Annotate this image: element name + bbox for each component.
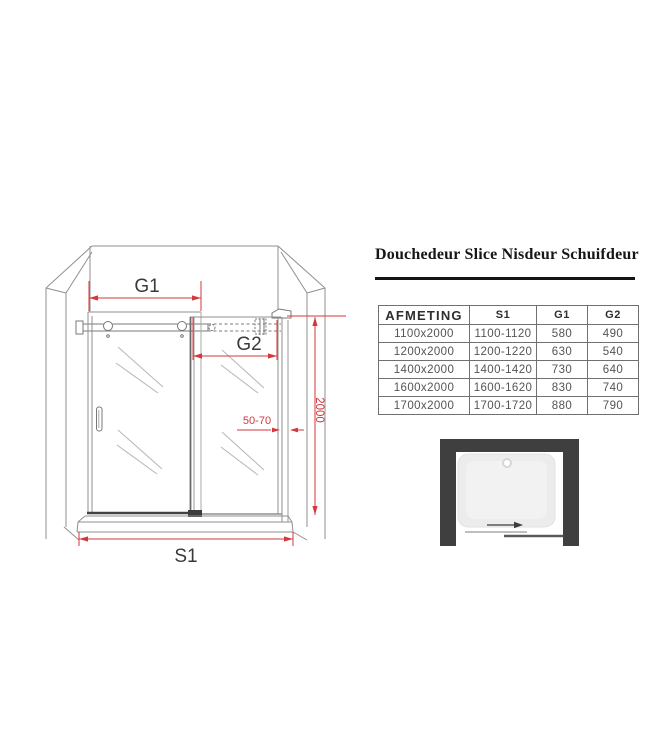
cell-s1: 1200-1220 bbox=[470, 343, 537, 361]
rail-bolt-detail bbox=[260, 318, 264, 335]
rail-end-cap bbox=[76, 321, 83, 334]
top-view-diagram bbox=[440, 439, 579, 546]
drain-icon bbox=[503, 459, 511, 467]
roller-wheel-icon bbox=[178, 322, 187, 331]
dimensions bbox=[79, 276, 346, 567]
column-header-g2: G2 bbox=[588, 306, 639, 325]
height-arrowhead-icon bbox=[312, 317, 317, 326]
cell-g1: 580 bbox=[537, 325, 588, 343]
column-header-afmeting: AFMETING bbox=[379, 306, 470, 325]
dimension-g1 bbox=[89, 276, 201, 311]
cell-afmeting: 1700x2000 bbox=[379, 397, 470, 415]
s1-dimension-label: S1 bbox=[174, 546, 198, 567]
top-view-right-wall bbox=[563, 439, 579, 546]
top-view-left-wall bbox=[440, 439, 456, 546]
g2-arrowhead-icon bbox=[268, 353, 277, 358]
cell-g1: 730 bbox=[537, 361, 588, 379]
column-header-s1: S1 bbox=[470, 306, 537, 325]
cell-g2: 640 bbox=[588, 361, 639, 379]
cell-afmeting: 1600x2000 bbox=[379, 379, 470, 397]
s1-arrowhead-icon bbox=[284, 536, 293, 541]
hidden-roller-icon bbox=[209, 325, 215, 331]
table-header-row bbox=[379, 306, 639, 325]
cell-g1: 830 bbox=[537, 379, 588, 397]
rail-bar bbox=[83, 324, 208, 331]
cell-g2: 740 bbox=[588, 379, 639, 397]
glass-reflection-lines bbox=[116, 347, 163, 474]
s1-arrowhead-icon bbox=[79, 536, 88, 541]
title-block bbox=[375, 246, 639, 280]
cell-g1: 880 bbox=[537, 397, 588, 415]
table-row bbox=[379, 379, 639, 397]
table-row bbox=[379, 361, 639, 379]
cell-s1: 1100-1120 bbox=[470, 325, 537, 343]
cell-g2: 490 bbox=[588, 325, 639, 343]
rail-hidden-section bbox=[208, 324, 281, 331]
column-header-g1: G1 bbox=[537, 306, 588, 325]
g1-arrowhead-icon bbox=[192, 295, 201, 300]
table-row bbox=[379, 343, 639, 361]
top-view-tray-inner bbox=[466, 461, 547, 519]
dimension-gap-50-70 bbox=[237, 415, 304, 432]
gap-dimension-label: 50-70 bbox=[242, 415, 272, 427]
g2-dimension-label: G2 bbox=[236, 334, 262, 355]
glass-reflection-lines bbox=[221, 350, 264, 475]
cell-s1: 1400-1420 bbox=[470, 361, 537, 379]
roller-wheel-icon bbox=[104, 322, 113, 331]
dimension-height-2000 bbox=[287, 316, 346, 515]
shower-tray bbox=[77, 516, 293, 532]
height-dimension-label: 2000 bbox=[313, 397, 325, 423]
cell-g1: 630 bbox=[537, 343, 588, 361]
table-row bbox=[379, 325, 639, 343]
roller-screw-icon bbox=[181, 335, 184, 338]
cell-afmeting: 1200x2000 bbox=[379, 343, 470, 361]
product-title: Douchedeur Slice Nisdeur Schuifdeur bbox=[375, 246, 639, 263]
g1-dimension-label: G1 bbox=[134, 276, 160, 297]
title-underline bbox=[375, 277, 635, 280]
gap-arrowhead-icon bbox=[290, 428, 298, 433]
cell-s1: 1700-1720 bbox=[470, 397, 537, 415]
cell-g2: 790 bbox=[588, 397, 639, 415]
spec-table bbox=[378, 305, 639, 415]
gap-arrowhead-icon bbox=[272, 428, 280, 433]
cell-afmeting: 1400x2000 bbox=[379, 361, 470, 379]
cell-afmeting: 1100x2000 bbox=[379, 325, 470, 343]
cell-s1: 1600-1620 bbox=[470, 379, 537, 397]
height-arrowhead-icon bbox=[312, 506, 317, 515]
table-row bbox=[379, 397, 639, 415]
top-view-back-wall bbox=[440, 439, 579, 452]
dimension-s1 bbox=[79, 532, 293, 567]
cell-g2: 540 bbox=[588, 343, 639, 361]
roller-screw-icon bbox=[107, 335, 110, 338]
sliding-door-panel bbox=[87, 312, 202, 514]
